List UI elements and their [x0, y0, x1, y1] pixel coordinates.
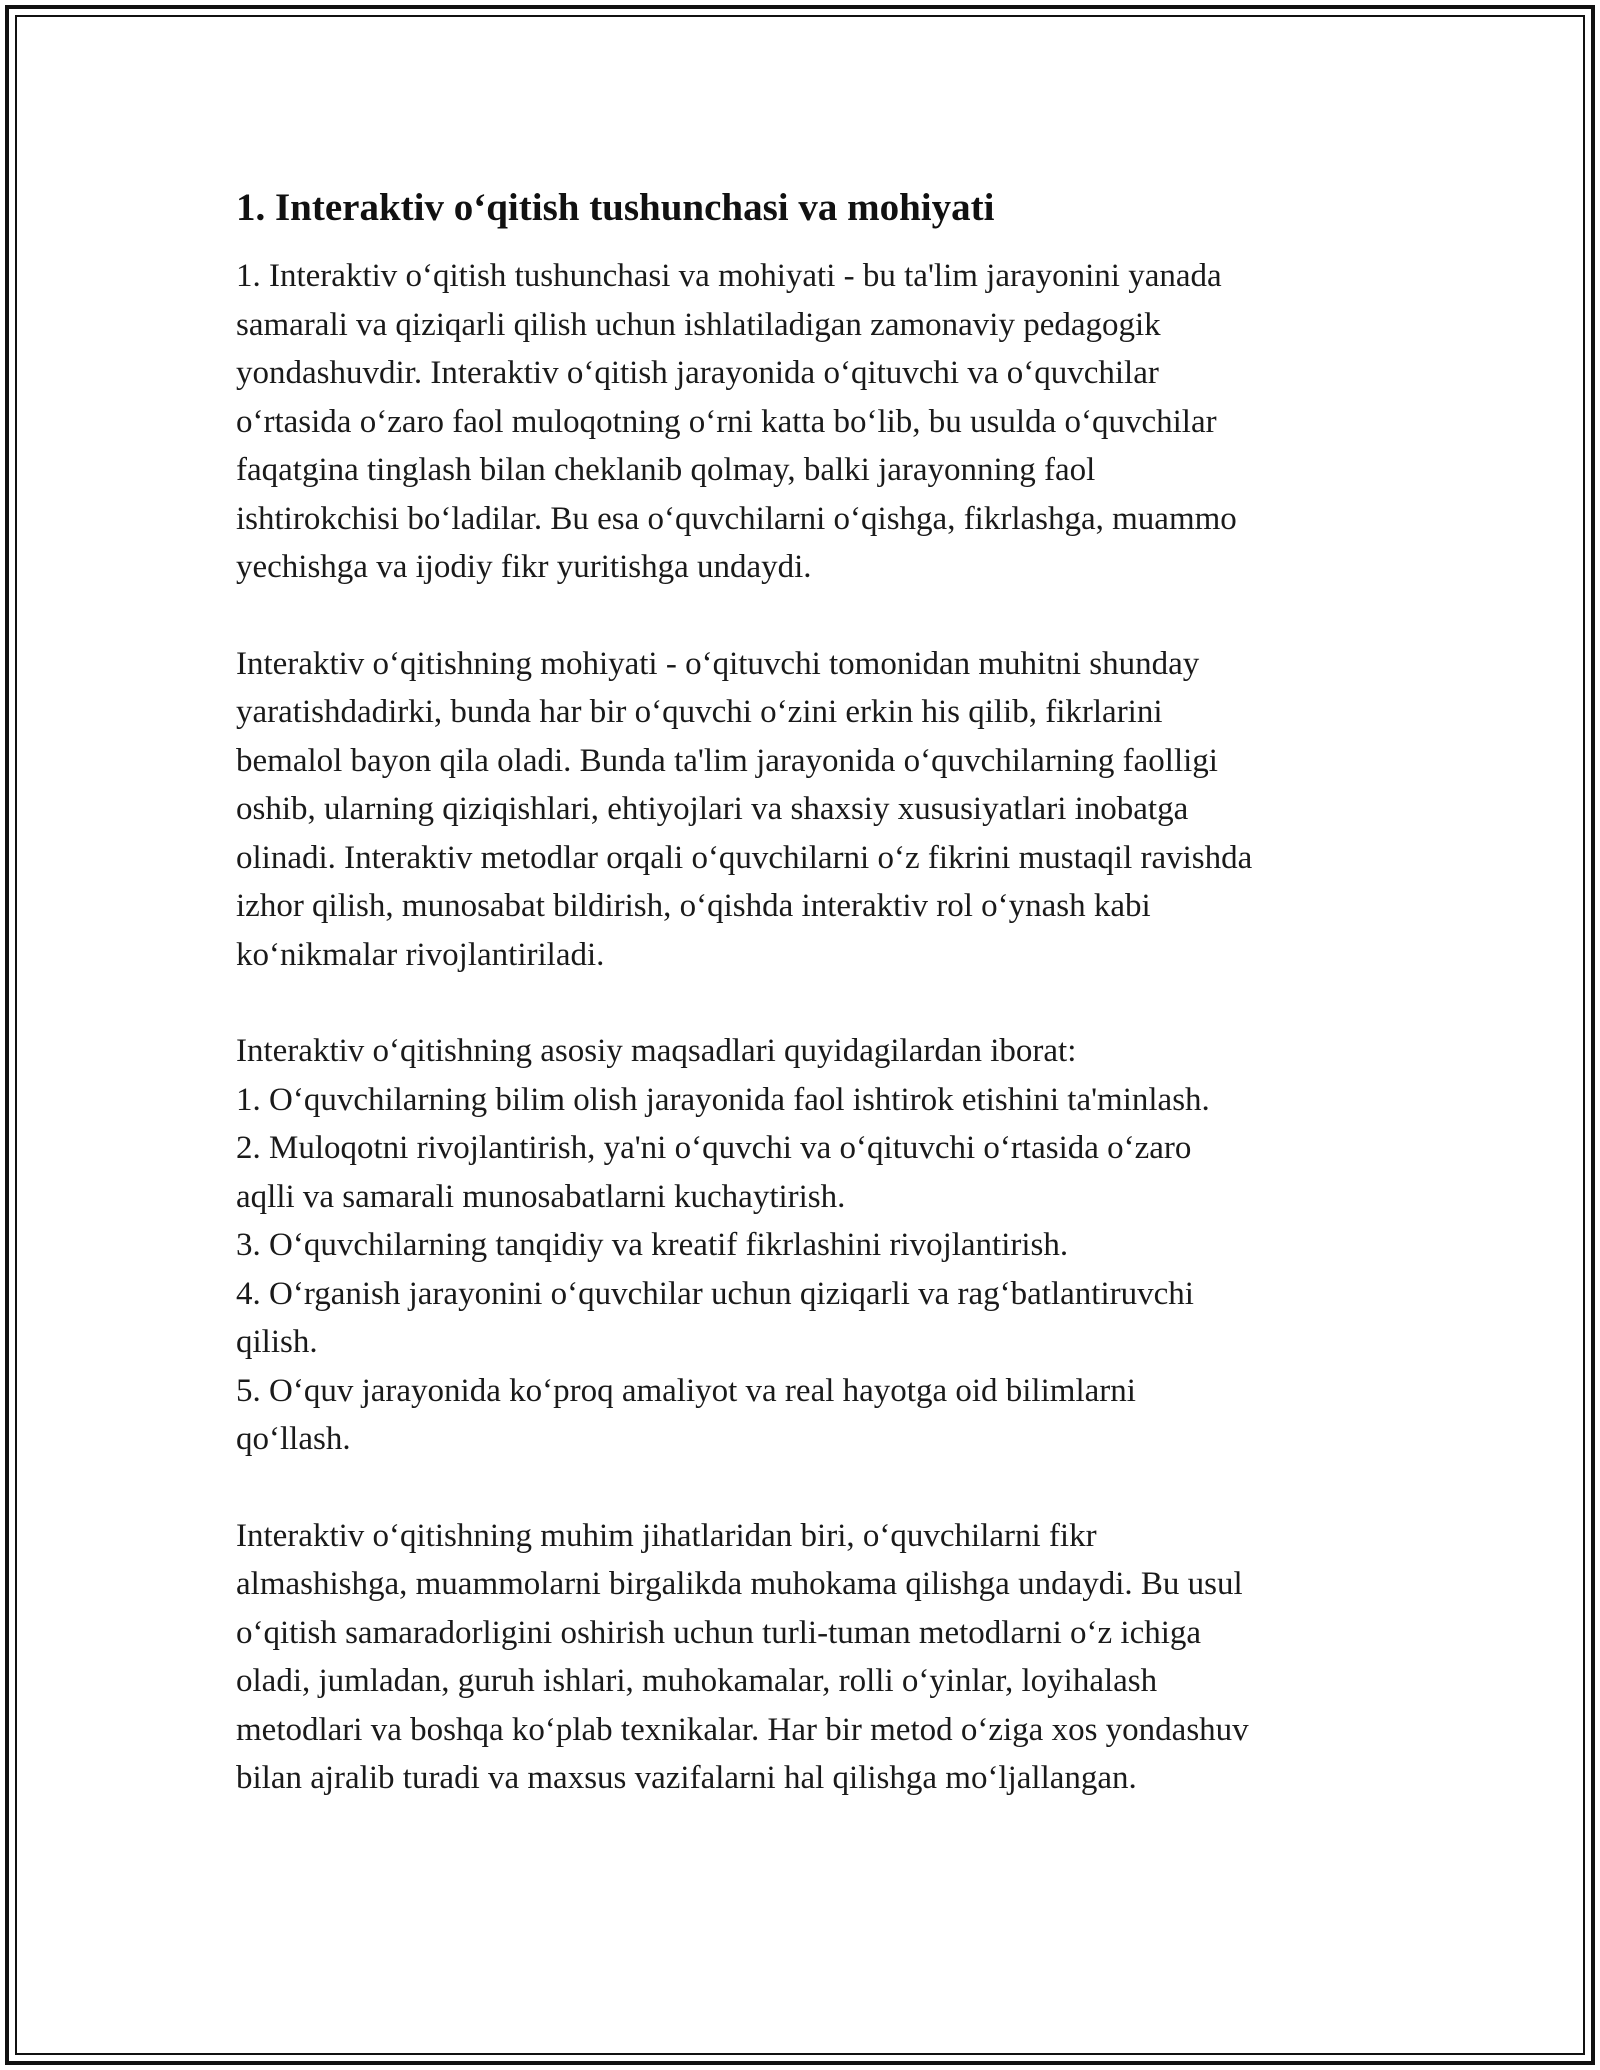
text-line: almashishga, muammolarni birgalikda muhokama qilishga undaydi. Bu usul: [236, 1566, 1243, 1602]
text-line: izhor qilish, munosabat bildirish, o‘qishda interaktiv rol o‘ynash kabi: [236, 888, 1151, 924]
text-line: o‘rtasida o‘zaro faol muloqotning o‘rni katta bo‘lib, bu usulda o‘quvchilar: [236, 403, 1217, 440]
text-line: ko‘nikmalar rivojlantiriladi.: [236, 936, 605, 973]
text-line: faqatgina tinglash bilan cheklanib qolmay, balki jarayonning faol: [236, 452, 1096, 488]
text-line: bemalol bayon qila oladi. Bunda ta'lim jarayonida o‘quvchilarning faolligi: [236, 742, 1218, 779]
text-line: bilan ajralib turadi va maxsus vazifalarni hal qilishga mo‘ljallangan.: [236, 1760, 1137, 1796]
text-line: o‘qitish samaradorligini oshirish uchun turli-tuman metodlarni o‘z ichiga: [236, 1614, 1202, 1651]
list-item: 5. O‘quv jarayonida ko‘proq amaliyot va real hayotga oid bilimlarni: [236, 1372, 1136, 1409]
list-item: 4. O‘rganish jarayonini o‘quvchilar uchun qiziqarli va rag‘batlantiruvchi: [236, 1275, 1194, 1312]
text-line: yechishga va ijodiy fikr yuritishga undaydi.: [236, 549, 812, 585]
text-line: Interaktiv o‘qitishning muhim jihatlaridan biri, o‘quvchilarni fikr: [236, 1517, 1097, 1554]
text-line: metodlari va boshqa ko‘plab texnikalar. Har bir metod o‘ziga xos yondashuv: [236, 1711, 1249, 1748]
paragraph-goals-list: [236, 1027, 1386, 1464]
text-line: 1. Interaktiv o‘qitish tushunchasi va mohiyati - bu ta'lim jarayonini yanada: [236, 258, 1222, 294]
text-line: samarali va qiziqarli qilish uchun ishlatiladigan zamonaviy pedagogik: [236, 306, 1161, 343]
text-line: Interaktiv o‘qitishning mohiyati - o‘qituvchi tomonidan muhitni shunday: [236, 645, 1200, 682]
text-line: yondashuvdir. Interaktiv o‘qitish jarayonida o‘qituvchi va o‘quvchilar: [236, 355, 1159, 391]
paragraph-definition: [236, 252, 1386, 592]
list-item: qilish.: [236, 1324, 318, 1360]
list-item: qo‘llash.: [236, 1421, 351, 1457]
list-item: 3. O‘quvchilarning tanqidiy va kreatif fikrlashini rivojlantirish.: [236, 1227, 1069, 1263]
text-line: oladi, jumladan, guruh ishlari, muhokamalar, rolli o‘yinlar, loyihalash: [236, 1663, 1158, 1699]
list-item: 1. O‘quvchilarning bilim olish jarayonida faol ishtirok etishini ta'minlash.: [236, 1081, 1210, 1118]
paragraph-essence: [236, 640, 1386, 980]
paragraph-key-aspects: [236, 1512, 1386, 1803]
text-line: ishtirokchisi bo‘ladilar. Bu esa o‘quvchilarni o‘qishga, fikrlashga, muammo: [236, 500, 1237, 537]
text-line: olinadi. Interaktiv metodlar orqali o‘quvchilarni o‘z fikrini mustaqil ravishda: [236, 839, 1253, 876]
text-line: yaratishdadirki, bunda har bir o‘quvchi o‘zini erkin his qilib, fikrlarini: [236, 694, 1163, 730]
document-body: [236, 184, 1386, 1851]
list-item: aqlli va samarali munosabatlarni kuchaytirish.: [236, 1178, 846, 1215]
section-heading: 1. Interaktiv o‘qitish tushunchasi va mohiyati: [236, 186, 995, 229]
list-item: 2. Muloqotni rivojlantirish, ya'ni o‘quvchi va o‘qituvchi o‘rtasida o‘zaro: [236, 1130, 1192, 1166]
text-line: oshib, ularning qiziqishlari, ehtiyojlari va shaxsiy xususiyatlari inobatga: [236, 791, 1189, 827]
text-line: Interaktiv o‘qitishning asosiy maqsadlari quyidagilardan iborat:: [236, 1033, 1077, 1069]
